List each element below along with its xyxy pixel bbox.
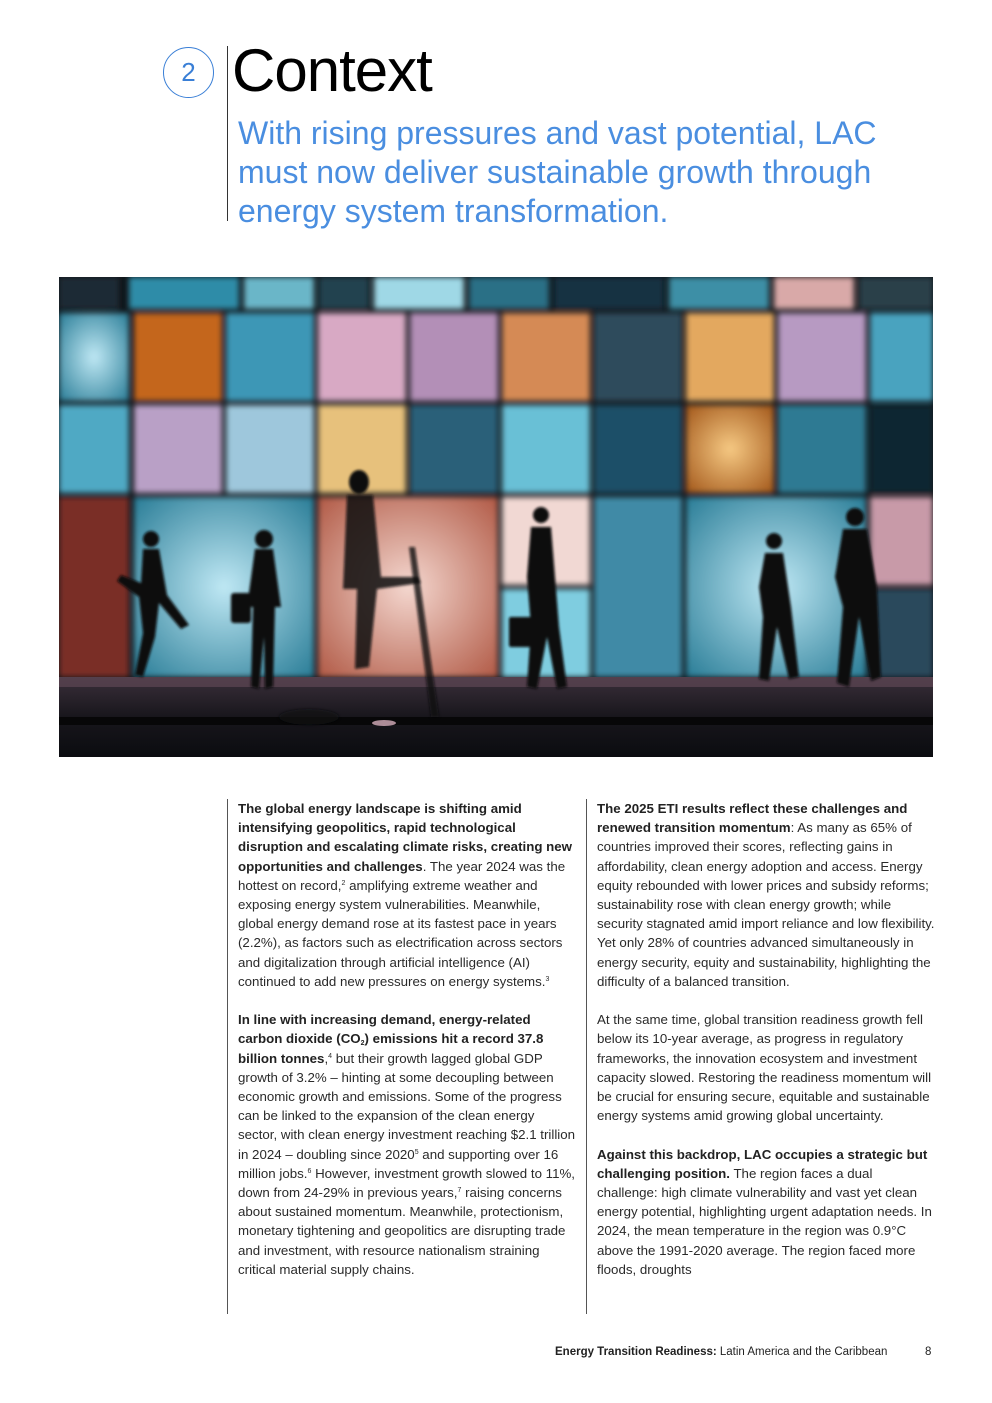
page-number: 8 bbox=[925, 1346, 932, 1358]
text-run: The region faces a dual challenge: high climate vulnerability and vast yet clean energy potential, highlighting urgent adaptation needs. In 2024, the mean temperature in the region was 0.9°C above the 1991-2020 average. The region faced more floods, droughts bbox=[597, 1165, 932, 1277]
text-run: At the same time, global transition readiness growth fell below its 10-year average, as progress in regulatory frameworks, the innovation ecosystem and investment capacity slowed. Restoring the readiness momentum will be crucial for ensuring secure, equitable and sustainable energy systems amid growing global uncertainty. bbox=[597, 1012, 932, 1124]
left-column-rule bbox=[227, 799, 228, 1314]
footnote-ref: 5 bbox=[414, 1148, 419, 1156]
footnote-ref: 2 bbox=[341, 879, 346, 887]
footer-report-subtitle: Latin America and the Caribbean bbox=[716, 1346, 888, 1358]
right-column-rule bbox=[586, 799, 587, 1314]
lead-sentence: The global energy landscape is shifting amid intensifying geopolitics, rapid technological disruption and escalating climate risks, creating new opportunities and challenges bbox=[238, 801, 572, 874]
hero-photo bbox=[59, 277, 933, 757]
section-number: 2 bbox=[181, 57, 196, 87]
text-run: raising concerns about sustained momentum. Meanwhile, protectionism, monetary tightening and geopolitics are disrupting trade and investment, with resource nationalism straining critical material supply chains. bbox=[238, 1185, 566, 1277]
text-run: , bbox=[324, 1050, 329, 1066]
text-run: However, investment growth slowed to 11%, down from 24-29% in previous years, bbox=[238, 1165, 575, 1201]
hero-photo-illustration bbox=[59, 277, 933, 757]
footnote-ref: 7 bbox=[457, 1187, 462, 1195]
text-run: . The year 2024 was the hottest on record, bbox=[238, 858, 566, 893]
text-column-right bbox=[597, 799, 935, 1298]
text-column-left bbox=[238, 799, 576, 1298]
paragraph bbox=[238, 799, 576, 991]
page-footer bbox=[555, 1346, 932, 1358]
lead-sentence: The 2025 ETI results reflect these challenges and renewed transition momentum bbox=[597, 801, 908, 836]
subscript: 2 bbox=[360, 1040, 365, 1048]
page-subtitle: With rising pressures and vast potential, LAC must now deliver sustainable growth through energy system transformation. bbox=[238, 115, 877, 229]
text-run: and supporting over 16 million jobs. bbox=[238, 1146, 559, 1181]
text-run: amplifying extreme weather and exposing energy system vulnerabilities. Meanwhile, global energy demand rose at its fastest pace in years (2.2%), as factors such as electrification across sectors and digitalization through artificial intelligence (AI) continued to add new pressures on energy systems. bbox=[238, 877, 563, 989]
page-title: Context bbox=[232, 37, 432, 104]
paragraph bbox=[597, 1010, 935, 1125]
paragraph bbox=[597, 1145, 935, 1279]
text-run: In line with increasing demand, energy-related carbon dioxide (CO bbox=[238, 1012, 531, 1047]
paragraph bbox=[597, 799, 935, 991]
footnote-ref: 4 bbox=[328, 1052, 333, 1060]
footer-report-title: Energy Transition Readiness: bbox=[555, 1346, 717, 1358]
footnote-ref: 6 bbox=[307, 1167, 312, 1175]
lead-sentence: Against this backdrop, LAC occupies a strategic but challenging position. bbox=[597, 1146, 928, 1181]
title-divider bbox=[227, 46, 228, 221]
footnote-ref: 3 bbox=[545, 975, 550, 983]
paragraph bbox=[238, 1010, 576, 1279]
section-number-badge bbox=[163, 47, 214, 98]
text-run: : As many as 65% of countries improved their scores, reflecting gains in affordability, clean energy adoption and access. Energy equity rebounded with lower prices and subsidy reforms; sustainability rose with clean energy growth; while security stagnated amid import reliance and low flexibility. Yet only 28% of countries advanced simultaneously in energy security, equity and sustainability, highlighting the difficulty of a balanced transition. bbox=[597, 820, 935, 989]
text-run: but their growth lagged global GDP growth of 3.2% – hinting at some decoupling between economic growth and emissions. Some of the progress can be linked to the expansion of the clean energy sector, with clean energy investment reaching $2.1 trillion in 2024 – doubling since 2020 bbox=[238, 1050, 576, 1162]
text-run: ) emissions hit a record 37.8 billion tonnes bbox=[238, 1031, 544, 1066]
